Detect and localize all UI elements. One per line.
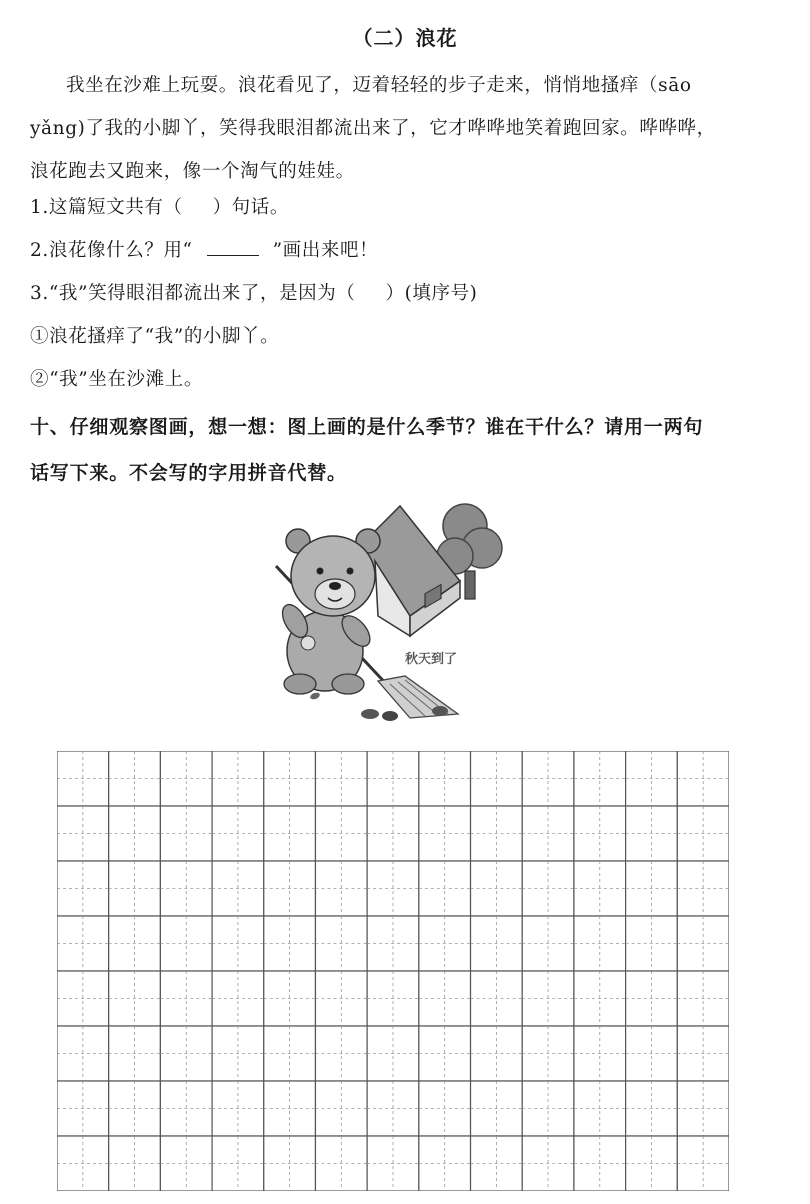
grid-cell[interactable] <box>574 1081 626 1136</box>
grid-cell[interactable] <box>419 751 471 806</box>
grid-cell[interactable] <box>471 751 523 806</box>
grid-cell[interactable] <box>367 1081 419 1136</box>
grid-cell[interactable] <box>471 806 523 861</box>
question-2: 2.浪花像什么？用“ ”画出来吧！ <box>30 236 378 262</box>
grid-cell[interactable] <box>471 971 523 1026</box>
grid-cell[interactable] <box>160 1081 212 1136</box>
grid-cell[interactable] <box>212 971 264 1026</box>
grid-cell[interactable] <box>212 751 264 806</box>
question-3: 3.“我”笑得眼泪都流出来了，是因为（ ）(填序号) <box>30 283 478 304</box>
grid-cell[interactable] <box>574 861 626 916</box>
grid-cell[interactable] <box>626 971 678 1026</box>
grid-cell[interactable] <box>109 806 161 861</box>
grid-cell[interactable] <box>264 971 316 1026</box>
grid-cell[interactable] <box>109 1026 161 1081</box>
section-10-prompt <box>30 404 782 496</box>
grid-cell[interactable] <box>626 861 678 916</box>
grid-cell[interactable] <box>212 806 264 861</box>
grid-cell[interactable] <box>574 806 626 861</box>
grid-cell[interactable] <box>212 1136 264 1191</box>
grid-cell[interactable] <box>160 971 212 1026</box>
grid-cell[interactable] <box>212 916 264 971</box>
grid-cell[interactable] <box>419 971 471 1026</box>
grid-cell[interactable] <box>315 916 367 971</box>
grid-cell[interactable] <box>57 916 109 971</box>
section-title: （二）浪花 <box>352 26 458 50</box>
grid-cell[interactable] <box>109 971 161 1026</box>
grid-cell[interactable] <box>264 751 316 806</box>
grid-cell[interactable] <box>367 861 419 916</box>
grid-cell[interactable] <box>315 861 367 916</box>
grid-cell[interactable] <box>367 971 419 1026</box>
grid-cell[interactable] <box>626 806 678 861</box>
grid-cell[interactable] <box>367 916 419 971</box>
grid-cell[interactable] <box>315 971 367 1026</box>
grid-cell[interactable] <box>419 1081 471 1136</box>
grid-cell[interactable] <box>574 751 626 806</box>
bear-sweeping-illustration <box>260 486 510 726</box>
grid-cell[interactable] <box>315 806 367 861</box>
grid-cell[interactable] <box>522 971 574 1026</box>
grid-cell[interactable] <box>160 1136 212 1191</box>
grid-cell[interactable] <box>419 1136 471 1191</box>
grid-cell[interactable] <box>160 806 212 861</box>
grid-cell[interactable] <box>109 1136 161 1191</box>
grid-cell[interactable] <box>626 1136 678 1191</box>
grid-cell[interactable] <box>677 916 729 971</box>
grid-cell[interactable] <box>160 1026 212 1081</box>
grid-cell[interactable] <box>109 861 161 916</box>
grid-cell[interactable] <box>574 916 626 971</box>
grid-cell[interactable] <box>160 916 212 971</box>
grid-cell[interactable] <box>626 916 678 971</box>
grid-cell[interactable] <box>367 806 419 861</box>
grid-cell[interactable] <box>264 1136 316 1191</box>
passage-line-3: 浪花跑去又跑来，像一个淘气的娃娃。 <box>30 161 355 182</box>
grid-cell[interactable] <box>574 1136 626 1191</box>
bear-icon <box>277 529 380 694</box>
grid-cell[interactable] <box>57 751 109 806</box>
grid-cell[interactable] <box>522 916 574 971</box>
grid-cell[interactable] <box>471 916 523 971</box>
grid-cell[interactable] <box>264 1081 316 1136</box>
grid-cell[interactable] <box>57 971 109 1026</box>
grid-cell[interactable] <box>574 1026 626 1081</box>
reading-passage <box>30 64 782 193</box>
grid-cell[interactable] <box>471 1026 523 1081</box>
grid-cell[interactable] <box>264 1026 316 1081</box>
grid-cell[interactable] <box>315 751 367 806</box>
grid-cell[interactable] <box>160 861 212 916</box>
grid-cell[interactable] <box>315 1136 367 1191</box>
grid-cell[interactable] <box>677 1136 729 1191</box>
grid-cell[interactable] <box>57 1081 109 1136</box>
grid-cell[interactable] <box>419 861 471 916</box>
grid-cell[interactable] <box>574 971 626 1026</box>
grid-cell[interactable] <box>471 1081 523 1136</box>
grid-cell[interactable] <box>315 1026 367 1081</box>
grid-cell[interactable] <box>264 916 316 971</box>
question-1: 1.这篇短文共有（ ）句话。 <box>30 197 289 218</box>
grid-cell[interactable] <box>626 751 678 806</box>
section-10-line-1: 十、仔细观察图画，想一想：图上画的是什么季节？谁在干什么？请用一两句 <box>30 416 704 438</box>
option-1: ①浪花搔痒了“我”的小脚丫。 <box>30 326 280 347</box>
grid-cell[interactable] <box>57 806 109 861</box>
grid-cell[interactable] <box>367 1136 419 1191</box>
grid-cell[interactable] <box>419 1026 471 1081</box>
grid-cell[interactable] <box>57 1026 109 1081</box>
grid-cell[interactable] <box>522 1026 574 1081</box>
grid-cell[interactable] <box>522 751 574 806</box>
grid-cell[interactable] <box>677 806 729 861</box>
grid-cell[interactable] <box>57 861 109 916</box>
grid-cell[interactable] <box>109 1081 161 1136</box>
option-2: ②“我”坐在沙滩上。 <box>30 369 203 390</box>
grid-cell[interactable] <box>367 751 419 806</box>
grid-cell[interactable] <box>212 861 264 916</box>
grid-cell[interactable] <box>626 1026 678 1081</box>
grid-cell[interactable] <box>367 1026 419 1081</box>
grid-cell[interactable] <box>677 1026 729 1081</box>
section-10-line-2: 话写下来。不会写的字用拼音代替。 <box>30 462 347 484</box>
grid-cell[interactable] <box>212 1026 264 1081</box>
grid-cell[interactable] <box>109 916 161 971</box>
grid-cell[interactable] <box>419 806 471 861</box>
grid-cell[interactable] <box>264 861 316 916</box>
grid-cell[interactable] <box>522 1081 574 1136</box>
passage-line-2: yǎng)了我的小脚丫，笑得我眼泪都流出来了，它才哗哗地笑着跑回家。哗哗哗， <box>30 118 716 139</box>
grid-cell[interactable] <box>677 1081 729 1136</box>
grid-cell[interactable] <box>57 1136 109 1191</box>
grid-cell[interactable] <box>677 971 729 1026</box>
grid-cell[interactable] <box>522 861 574 916</box>
grid-cell[interactable] <box>522 806 574 861</box>
grid-cell[interactable] <box>626 1081 678 1136</box>
writing-grid[interactable] <box>57 751 729 1191</box>
underline-sample <box>207 237 259 256</box>
grid-cell[interactable] <box>522 1136 574 1191</box>
grid-cell[interactable] <box>471 861 523 916</box>
grid-cell[interactable] <box>677 751 729 806</box>
illustration-caption: 秋天到了 <box>405 652 458 667</box>
grid-cell[interactable] <box>160 751 212 806</box>
grid-cell[interactable] <box>419 916 471 971</box>
grid-cell[interactable] <box>109 751 161 806</box>
grid-cell[interactable] <box>315 1081 367 1136</box>
grid-cell[interactable] <box>212 1081 264 1136</box>
passage-line-1: 我坐在沙难上玩耍。浪花看见了，迈着轻轻的步子走来，悄悄地搔痒（sāo <box>66 75 692 96</box>
grid-cell[interactable] <box>471 1136 523 1191</box>
grid-cell[interactable] <box>677 861 729 916</box>
grid-cell[interactable] <box>264 806 316 861</box>
